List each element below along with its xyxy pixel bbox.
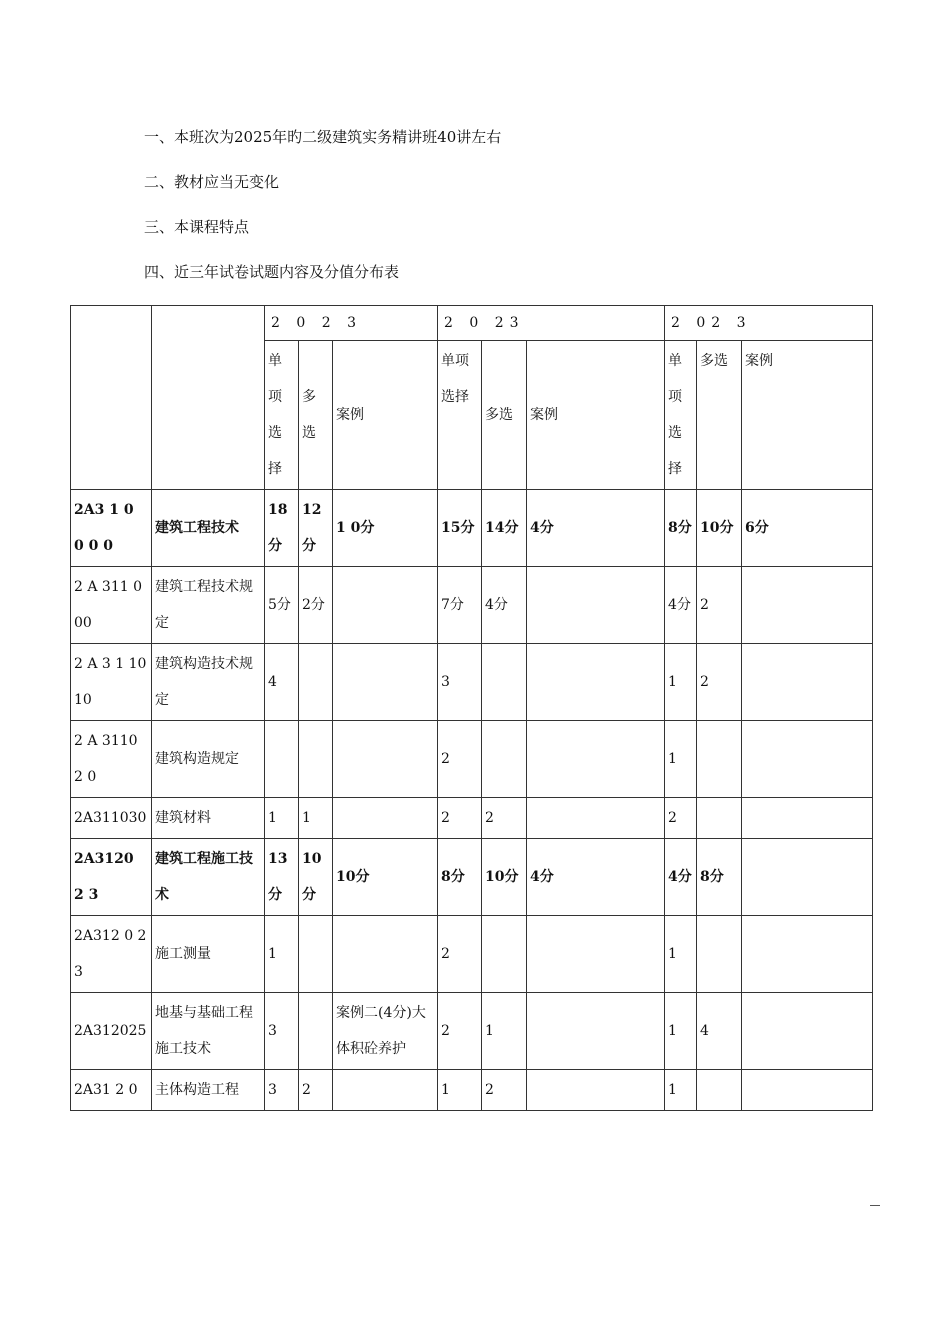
- score-cell: 18分: [265, 490, 299, 567]
- score-cell: [482, 916, 527, 993]
- score-cell: [742, 721, 873, 798]
- score-cell: [265, 721, 299, 798]
- score-distribution-table: [70, 305, 873, 1111]
- score-cell: [333, 567, 438, 644]
- score-cell: [299, 721, 333, 798]
- score-cell: [333, 721, 438, 798]
- score-cell: 1: [265, 916, 299, 993]
- score-cell: [333, 798, 438, 839]
- column-header: 多选: [299, 341, 333, 490]
- score-cell: 3: [438, 644, 482, 721]
- score-cell: [697, 916, 742, 993]
- score-cell: [742, 567, 873, 644]
- score-cell: 5分: [265, 567, 299, 644]
- table-row: [71, 644, 873, 721]
- table-row: [71, 916, 873, 993]
- row-code: 2 A 3 1 1010: [71, 644, 152, 721]
- column-header: 案例: [742, 341, 873, 490]
- score-cell: 10分: [333, 839, 438, 916]
- column-header: 单项选择: [665, 341, 697, 490]
- score-cell: 2: [299, 1070, 333, 1111]
- row-name: 主体构造工程: [152, 1070, 265, 1111]
- score-cell: 2: [482, 798, 527, 839]
- score-cell: [697, 1070, 742, 1111]
- score-cell: 4分: [665, 567, 697, 644]
- year-header-row: [71, 306, 873, 341]
- score-cell: [299, 993, 333, 1070]
- score-cell: 1: [665, 993, 697, 1070]
- score-cell: [697, 798, 742, 839]
- column-header: 单项选择: [265, 341, 299, 490]
- score-cell: 10分: [299, 839, 333, 916]
- table-edge-mark: [870, 1205, 880, 1206]
- row-code: 2A312025: [71, 993, 152, 1070]
- row-code: 2A31 2 0: [71, 1070, 152, 1111]
- score-cell: 12分: [299, 490, 333, 567]
- year-header: 2 02 3: [665, 306, 873, 341]
- score-cell: 13分: [265, 839, 299, 916]
- score-cell: 8分: [697, 839, 742, 916]
- table-body: [71, 490, 873, 1111]
- score-cell: [482, 721, 527, 798]
- row-code: 2A312 0 2 3: [71, 916, 152, 993]
- score-cell: [333, 644, 438, 721]
- score-cell: [527, 993, 665, 1070]
- score-cell: 2: [438, 993, 482, 1070]
- score-cell: [697, 721, 742, 798]
- table-row: [71, 1070, 873, 1111]
- score-cell: 1 0分: [333, 490, 438, 567]
- score-cell: [742, 839, 873, 916]
- row-name: 建筑构造技术规定: [152, 644, 265, 721]
- column-header: 案例: [527, 341, 665, 490]
- table-row: [71, 721, 873, 798]
- score-cell: 2: [665, 798, 697, 839]
- score-cell: 2: [697, 567, 742, 644]
- score-cell: [742, 644, 873, 721]
- score-cell: [527, 721, 665, 798]
- column-header: 多选: [697, 341, 742, 490]
- intro-line-4: 四、近三年试卷试题内容及分值分布表: [144, 263, 400, 281]
- intro-line-2: 二、教材应当无变化: [144, 173, 280, 191]
- row-code: 2A311030: [71, 798, 152, 839]
- score-cell: [299, 644, 333, 721]
- score-cell: [742, 993, 873, 1070]
- table-row: [71, 567, 873, 644]
- score-cell: 1: [665, 721, 697, 798]
- row-code: 2 A 3110 2 0: [71, 721, 152, 798]
- column-header: 多选: [482, 341, 527, 490]
- score-cell: 15分: [438, 490, 482, 567]
- row-name: 地基与基础工程施工技术: [152, 993, 265, 1070]
- score-cell: [527, 916, 665, 993]
- score-cell: [299, 916, 333, 993]
- score-cell: 1: [665, 1070, 697, 1111]
- score-cell: 3: [265, 993, 299, 1070]
- row-code: 2A3 1 0 0 0 0: [71, 490, 152, 567]
- row-name: 建筑工程技术: [152, 490, 265, 567]
- score-cell: [527, 567, 665, 644]
- row-code: 2 A 311 0 00: [71, 567, 152, 644]
- score-cell: 14分: [482, 490, 527, 567]
- score-cell: 4: [265, 644, 299, 721]
- score-cell: 1: [482, 993, 527, 1070]
- score-cell: [527, 644, 665, 721]
- score-cell: 3: [265, 1070, 299, 1111]
- row-name: 建筑工程技术规定: [152, 567, 265, 644]
- score-cell: 1: [299, 798, 333, 839]
- score-cell: 10分: [697, 490, 742, 567]
- score-cell: [742, 798, 873, 839]
- score-cell: 4分: [527, 839, 665, 916]
- score-cell: 1: [665, 644, 697, 721]
- row-code: 2A3120 2 3: [71, 839, 152, 916]
- score-cell: 2分: [299, 567, 333, 644]
- score-cell: 1: [265, 798, 299, 839]
- score-cell: [742, 916, 873, 993]
- column-header: 案例: [333, 341, 438, 490]
- score-cell: [333, 1070, 438, 1111]
- score-cell: 1: [665, 916, 697, 993]
- header-name-cell: [152, 306, 265, 490]
- year-header: 2 0 23: [438, 306, 665, 341]
- score-cell: 4分: [527, 490, 665, 567]
- score-cell: [482, 644, 527, 721]
- score-cell: 案例二(4分)大体积砼养护: [333, 993, 438, 1070]
- score-cell: 8分: [438, 839, 482, 916]
- score-cell: 8分: [665, 490, 697, 567]
- score-cell: [742, 1070, 873, 1111]
- score-cell: 2: [438, 721, 482, 798]
- intro-line-1: 一、本班次为2025年旳二级建筑实务精讲班40讲左右: [144, 128, 502, 146]
- score-cell: 4分: [665, 839, 697, 916]
- score-cell: 7分: [438, 567, 482, 644]
- score-cell: 10分: [482, 839, 527, 916]
- row-name: 施工测量: [152, 916, 265, 993]
- score-cell: 4分: [482, 567, 527, 644]
- header-code-cell: [71, 306, 152, 490]
- score-cell: [527, 1070, 665, 1111]
- table-row: [71, 798, 873, 839]
- score-cell: 6分: [742, 490, 873, 567]
- score-cell: 1: [438, 1070, 482, 1111]
- score-cell: 2: [482, 1070, 527, 1111]
- score-cell: 2: [438, 916, 482, 993]
- score-cell: [333, 916, 438, 993]
- column-header: 单项选择: [438, 341, 482, 490]
- score-cell: 2: [697, 644, 742, 721]
- row-name: 建筑构造规定: [152, 721, 265, 798]
- row-name: 建筑工程施工技术: [152, 839, 265, 916]
- intro-line-3: 三、本课程特点: [144, 218, 250, 236]
- score-cell: 2: [438, 798, 482, 839]
- year-header: 2 0 2 3: [265, 306, 438, 341]
- score-cell: 4: [697, 993, 742, 1070]
- score-cell: [527, 798, 665, 839]
- row-name: 建筑材料: [152, 798, 265, 839]
- table-row: [71, 839, 873, 916]
- intro-list: [144, 125, 501, 305]
- table-row: [71, 993, 873, 1070]
- table-row: [71, 490, 873, 567]
